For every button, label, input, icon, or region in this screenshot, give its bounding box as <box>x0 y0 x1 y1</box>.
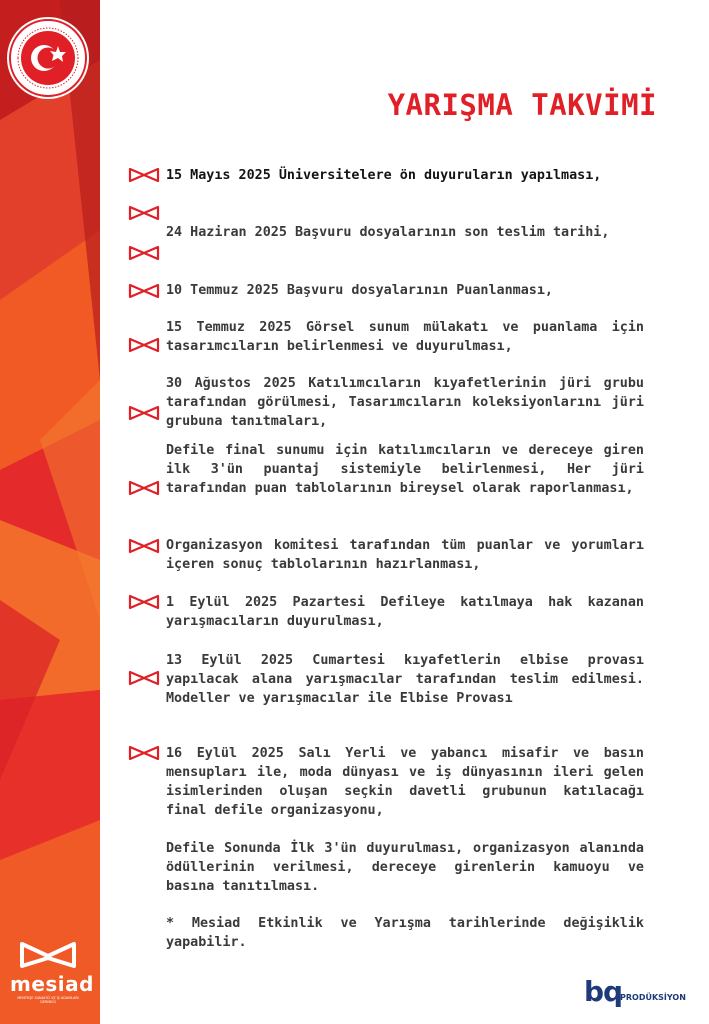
disclaimer-note: * Mesiad Etkinlik ve Yarışma tarihlerinde değişiklik yapabilir. <box>166 916 644 950</box>
bowtie-outline-icon <box>128 205 160 221</box>
bowtie-outline-icon <box>128 283 160 299</box>
bowtie-outline-icon <box>128 480 160 496</box>
bowtie-outline-icon <box>128 337 160 353</box>
page-title: YARIŞMA TAKVİMİ <box>387 88 657 122</box>
schedule-item: 15 Mayıs 2025 Üniversitelere ön duyuruların yapılması, <box>166 168 602 183</box>
sponsor-logo <box>584 974 702 1014</box>
schedule-item: Defile final sunumu için katılımcıların ve dereceye giren ilk 3'ün puantaj sistemiyle belirlenmesi, Her jüri tarafından puan tablolarının bireysel olarak raporlanması, <box>166 443 644 496</box>
bowtie-outline-icon <box>128 670 160 686</box>
ministry-seal-icon <box>6 16 90 100</box>
schedule-item: 16 Eylül 2025 Salı Yerli ve yabancı misafir ve basın mensupları ile, moda dünyası ve iş dünyasının ileri gelen isimlerinden oluşan seçkin davetli grubunun katılacağı final defile organizasyonu, <box>166 746 644 818</box>
logo-wordmark: mesiad <box>10 972 94 996</box>
sponsor-text: PRODÜKSİYON <box>620 993 686 1002</box>
schedule-item: 30 Ağustos 2025 Katılımcıların kıyafetlerinin jüri grubu tarafından görülmesi, Tasarımcıların koleksiyonlarını jüri grubuna tanıtmaları, <box>166 376 644 429</box>
schedule-item: 1 Eylül 2025 Pazartesi Defileye katılmaya hak kazanan yarışmacıların duyurulması, <box>166 595 644 629</box>
schedule-item: 13 Eylül 2025 Cumartesi kıyafetlerin elbise provası yapılacak alana yarışmacılar tarafından teslim edilmesi. Modeller ve yarışmacılar ile Elbise Provası <box>166 653 644 706</box>
sponsor-mark: bq <box>584 975 623 1008</box>
bowtie-outline-icon <box>128 745 160 761</box>
bowtie-outline-icon <box>128 167 160 183</box>
schedule-item: 10 Temmuz 2025 Başvuru dosyalarının Puanlanması, <box>166 283 553 298</box>
mesiad-bow-icon <box>18 940 78 970</box>
bowtie-outline-icon <box>128 594 160 610</box>
schedule-item: 24 Haziran 2025 Başvuru dosyalarının son teslim tarihi, <box>166 225 610 240</box>
side-panel-background <box>0 0 100 1024</box>
schedule-item: 15 Temmuz 2025 Görsel sunum mülakatı ve puanlama için tasarımcıların belirlenmesi ve duyurulması, <box>166 320 644 354</box>
schedule-item: Defile Sonunda İlk 3'ün duyurulması, organizasyon alanında ödüllerinin verilmesi, dereceye girenlerin kamuoyu ve basına tanıtılması. <box>166 841 644 894</box>
decorative-side-panel <box>0 0 100 1024</box>
schedule-item: Organizasyon komitesi tarafından tüm puanlar ve yorumları içeren sonuç tablolarının hazırlanması, <box>166 538 644 572</box>
bowtie-outline-icon <box>128 405 160 421</box>
mesiad-logo <box>10 940 94 1004</box>
logo-subtitle: MENTEŞE SANAYİCİ VE İŞ ADAMLARI DERNEĞİ <box>17 996 79 1004</box>
bowtie-outline-icon <box>128 245 160 261</box>
bowtie-outline-icon <box>128 538 160 554</box>
